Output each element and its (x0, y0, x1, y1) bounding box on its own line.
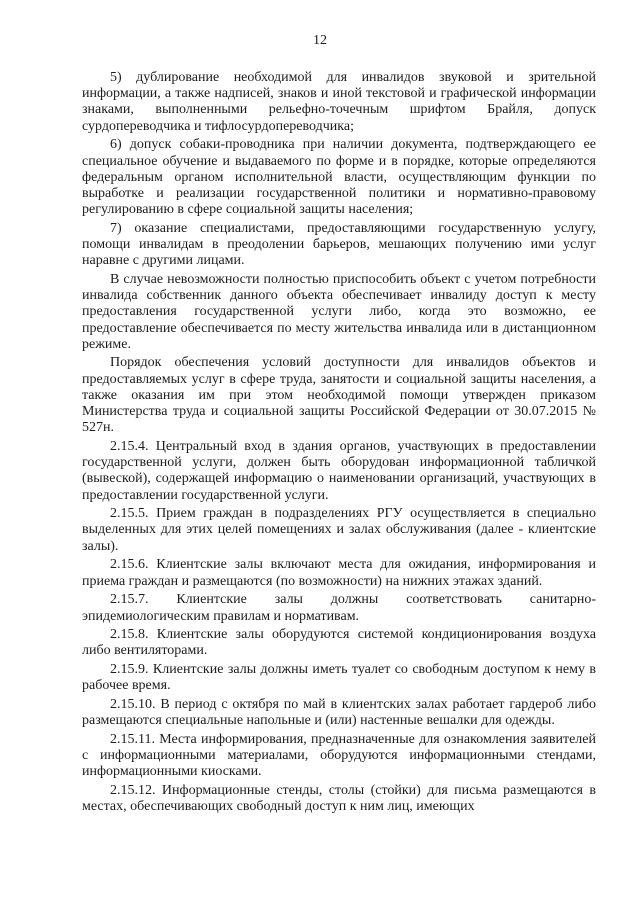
paragraph-accessibility-order: Порядок обеспечения условий доступности для инвалидов объектов и предоставляемых услуг в сфере труда, занятости и социальной защиты населения, а также оказания им при этом необходимой помощи утвержден приказом Министерства труда и социальной защиты Российской Федерации от 30.07.2015 № 527н. (82, 355, 596, 436)
paragraph-2-15-7: 2.15.7. Клиентские залы должны соответствовать санитарно-эпидемиологическим правилам и нормативам. (82, 592, 596, 624)
document-body (82, 70, 596, 815)
paragraph-inability-case: В случае невозможности полностью приспособить объект с учетом потребности инвалида собственник данного объекта обеспечивает инвалиду доступ к месту предоставления государственной услуги либо, когда это возможно, ее предоставление обеспечивается по месту жительства инвалида или в дистанционном режиме. (82, 271, 596, 352)
paragraph-2-15-8: 2.15.8. Клиентские залы оборудуются системой кондиционирования воздуха либо вентиляторами. (82, 627, 596, 659)
paragraph-2-15-4: 2.15.4. Центральный вход в здания органов, участвующих в предоставлении государственной услуги, должен быть оборудован информационной табличкой (вывеской), содержащей информацию о наименовании организаций, участвующих в предоставлении государственной услуги. (82, 438, 596, 503)
paragraph-item-7: 7) оказание специалистами, предоставляющими государственную услугу, помощи инвалидам в преодолении барьеров, мешающих получению ими услуг наравне с другими лицами. (82, 220, 596, 269)
page-number: 12 (313, 33, 327, 48)
paragraph-item-5: 5) дублирование необходимой для инвалидов звуковой и зрительной информации, а также надписей, знаков и иной текстовой и графической информации знаками, выполненными рельефно-точечным шрифтом Брайля, допуск сурдопереводчика и тифлосурдопереводчика; (82, 70, 596, 134)
paragraph-2-15-6: 2.15.6. Клиентские залы включают места для ожидания, информирования и приема граждан и размещаются (по возможности) на нижних этажах зданий. (82, 557, 596, 589)
paragraph-2-15-10: 2.15.10. В период с октября по май в клиентских залах работает гардероб либо размещаются специальные напольные и (или) настенные вешалки для одежды. (82, 697, 596, 729)
paragraph-2-15-5: 2.15.5. Прием граждан в подразделениях РГУ осуществляется в специально выделенных для этих целей помещениях и залах обслуживания (далее - клиентские залы). (82, 506, 596, 554)
paragraph-2-15-9: 2.15.9. Клиентские залы должны иметь туалет со свободным доступом к нему в рабочее время. (82, 662, 596, 694)
paragraph-item-6: 6) допуск собаки-проводника при наличии документа, подтверждающего ее специальное обучение и выдаваемого по форме и в порядке, которые определяются федеральным органом исполнительной власти, осуществляющим функции по выработке и реализации государственной политики и нормативно-правовому регулированию в сфере социальной защиты населения; (82, 137, 596, 218)
paragraph-2-15-12: 2.15.12. Информационные стенды, столы (стойки) для письма размещаются в местах, обеспечивающих свободный доступ к ним лиц, имеющих (82, 783, 596, 815)
paragraph-2-15-11: 2.15.11. Места информирования, предназначенные для ознакомления заявителей с информационными материалами, оборудуются информационными стендами, информационными киосками. (82, 731, 596, 780)
